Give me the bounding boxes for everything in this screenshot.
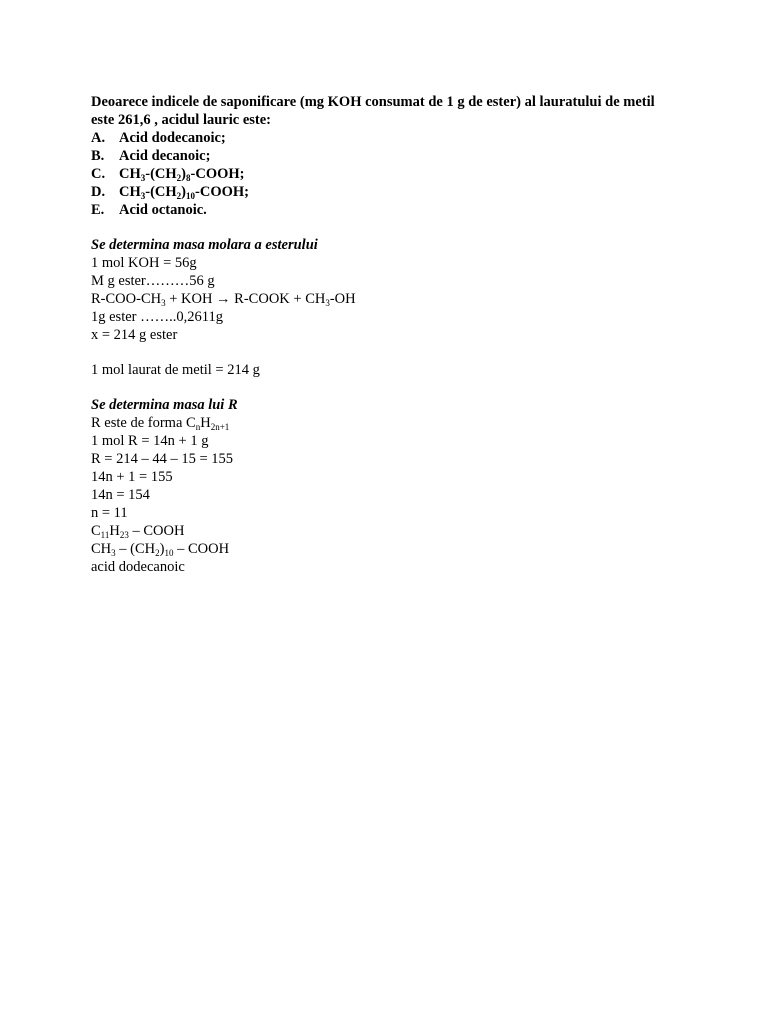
option-text: [119, 147, 210, 165]
option-letter: A.: [91, 130, 106, 146]
text-run: R-COO-CH: [91, 291, 162, 307]
calculation-line: [91, 558, 731, 576]
section-heading-r-mass: Se determina masa lui R: [91, 397, 238, 413]
option-letter: E.: [91, 202, 105, 218]
option-text: [119, 183, 249, 201]
calculation-line: [91, 504, 731, 522]
subscript: n: [195, 422, 201, 432]
calculation-line: [91, 486, 731, 504]
text-run: -COOH;: [190, 166, 245, 182]
calculation-line: [91, 468, 731, 486]
text-run: R = 214 – 44 – 15 = 155: [91, 451, 234, 467]
calculation-line: [91, 432, 731, 450]
text-run: Acid octanoic.: [119, 202, 207, 218]
calculation-line: [91, 522, 731, 540]
text-run: CH: [119, 184, 141, 200]
subscript: 3: [161, 298, 166, 308]
subscript: 2: [176, 173, 182, 183]
text-run: ): [159, 541, 165, 557]
subscript: 2: [176, 191, 182, 201]
text-run: 1 mol KOH = 56g: [91, 255, 197, 271]
molar-mass-calculation: [91, 254, 731, 344]
option-text: [119, 165, 244, 183]
text-run: 1 mol R = 14n + 1 g: [91, 433, 209, 449]
calculation-line: [91, 308, 731, 326]
answer-option: [91, 201, 731, 219]
text-run: 1g ester ……..0,2611g: [91, 309, 223, 325]
text-run: -OH: [329, 291, 356, 307]
subscript: 10: [164, 548, 174, 558]
calculation-line: [91, 272, 731, 290]
text-run: C: [91, 523, 101, 539]
text-run: 14n = 154: [91, 487, 150, 503]
subscript: 11: [100, 530, 110, 540]
subscript: 3: [325, 298, 330, 308]
answer-options: [91, 129, 731, 219]
answer-option: [91, 183, 731, 201]
text-run: CH: [119, 166, 141, 182]
calculation-line: [91, 290, 731, 308]
calculation-line: [91, 414, 731, 432]
subscript: 8: [186, 173, 191, 183]
question-line-2: este 261,6 , acidul lauric este:: [91, 112, 272, 128]
option-text: [119, 129, 226, 147]
text-run: H: [109, 523, 120, 539]
option-letter: B.: [91, 148, 105, 164]
subscript: 3: [111, 548, 116, 558]
text-run: R este de forma C: [91, 415, 196, 431]
calculation-line: [91, 540, 731, 558]
text-run: -(CH: [145, 166, 177, 182]
section-heading-molar-mass: Se determina masa molara a esterului: [91, 237, 318, 253]
subscript: 2n+1: [210, 422, 230, 432]
text-run: n = 11: [91, 505, 128, 521]
text-run: M g ester………56 g: [91, 273, 215, 289]
calculation-line: [91, 450, 731, 468]
calculation-line: [91, 326, 731, 344]
question-line-1: Deoarece indicele de saponificare (mg KOH consumat de 1 g de ester) al lauratului de metil: [91, 94, 655, 110]
text-run: + KOH → R-COOK + CH: [165, 291, 326, 307]
text-run: CH: [91, 541, 112, 557]
text-run: Acid dodecanoic;: [119, 130, 226, 146]
text-run: – COOH: [173, 541, 230, 557]
text-run: 14n + 1 = 155: [91, 469, 173, 485]
option-text: [119, 201, 207, 219]
option-letter: C.: [91, 166, 106, 182]
calculation-line: [91, 254, 731, 272]
subscript: 23: [119, 530, 129, 540]
subscript: 3: [140, 191, 146, 201]
answer-option: [91, 129, 731, 147]
option-letter: D.: [91, 184, 106, 200]
subscript: 3: [140, 173, 146, 183]
text-run: ): [181, 184, 187, 200]
text-run: -(CH: [145, 184, 177, 200]
document-content: [91, 93, 731, 576]
text-run: – COOH: [128, 523, 185, 539]
answer-option: [91, 165, 731, 183]
subscript: 10: [186, 191, 196, 201]
text-run: – (CH: [115, 541, 156, 557]
text-run: H: [200, 415, 211, 431]
subscript: 2: [155, 548, 160, 558]
molar-mass-result: 1 mol laurat de metil = 214 g: [91, 362, 260, 378]
answer-option: [91, 147, 731, 165]
text-run: Acid decanoic;: [119, 148, 211, 164]
r-mass-calculation: [91, 414, 731, 576]
text-run: -COOH;: [195, 184, 249, 200]
text-run: ): [181, 166, 187, 182]
text-run: x = 214 g ester: [91, 327, 178, 343]
text-run: acid dodecanoic: [91, 559, 185, 575]
